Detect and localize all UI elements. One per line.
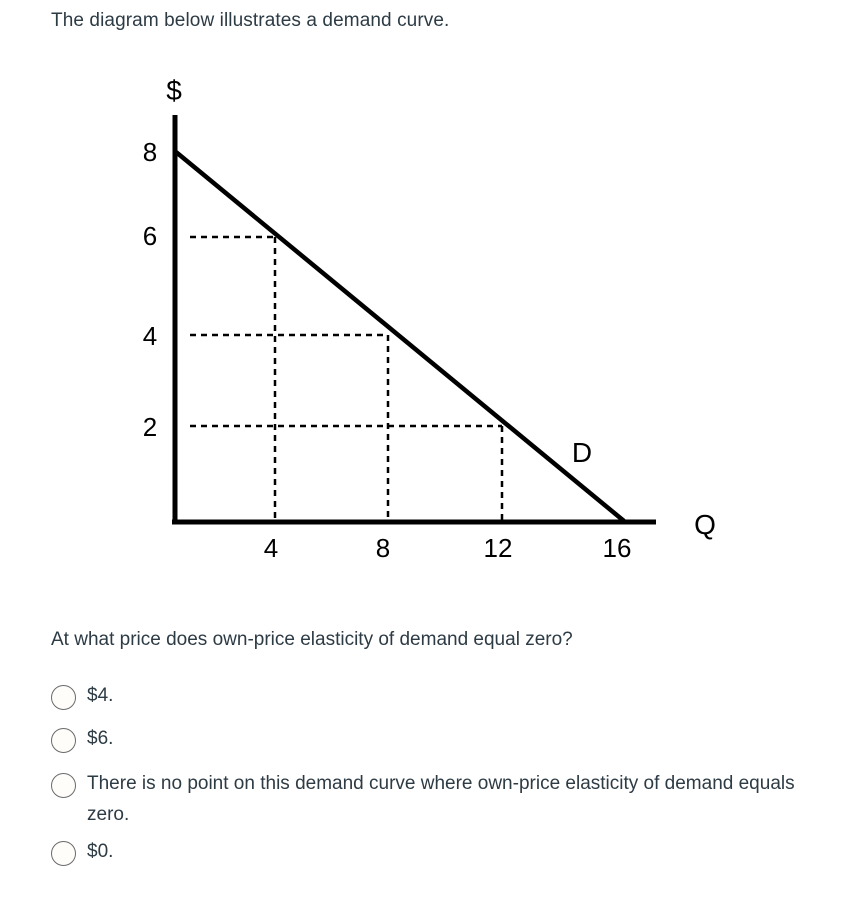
x-axis-label: Q xyxy=(694,509,716,540)
y-axis-label: $ xyxy=(166,75,182,106)
demand-curve-label: D xyxy=(571,437,593,468)
answer-option-4-dollars[interactable] xyxy=(51,684,113,711)
x-tick-label: 4 xyxy=(263,533,279,563)
y-tick-label: 2 xyxy=(142,412,158,442)
answer-label: There is no point on this demand curve where own-price elasticity of demand equals zero. xyxy=(87,773,795,825)
answer-label: $4. xyxy=(87,685,114,706)
reference-lines xyxy=(190,237,502,520)
answer-option-0-dollars[interactable] xyxy=(51,840,113,867)
question-text: At what price does own-price elasticity of demand equal zero? xyxy=(51,629,573,650)
demand-curve-line xyxy=(176,152,624,521)
radio-button[interactable] xyxy=(51,841,76,866)
intro-text: The diagram below illustrates a demand curve. xyxy=(51,10,450,31)
y-tick-label: 6 xyxy=(142,221,158,251)
radio-button[interactable] xyxy=(51,728,76,753)
radio-button[interactable] xyxy=(51,773,76,798)
x-tick-label: 12 xyxy=(483,533,513,563)
answer-option-6-dollars[interactable] xyxy=(51,727,113,754)
answer-option-no-point[interactable] xyxy=(51,772,841,830)
answer-label: $6. xyxy=(87,728,114,749)
radio-button[interactable] xyxy=(51,685,76,710)
answer-label: $0. xyxy=(87,841,114,862)
y-tick-label: 8 xyxy=(142,137,158,167)
x-tick-label: 16 xyxy=(602,533,632,563)
y-tick-label: 4 xyxy=(142,321,158,351)
x-tick-label: 8 xyxy=(375,533,391,563)
